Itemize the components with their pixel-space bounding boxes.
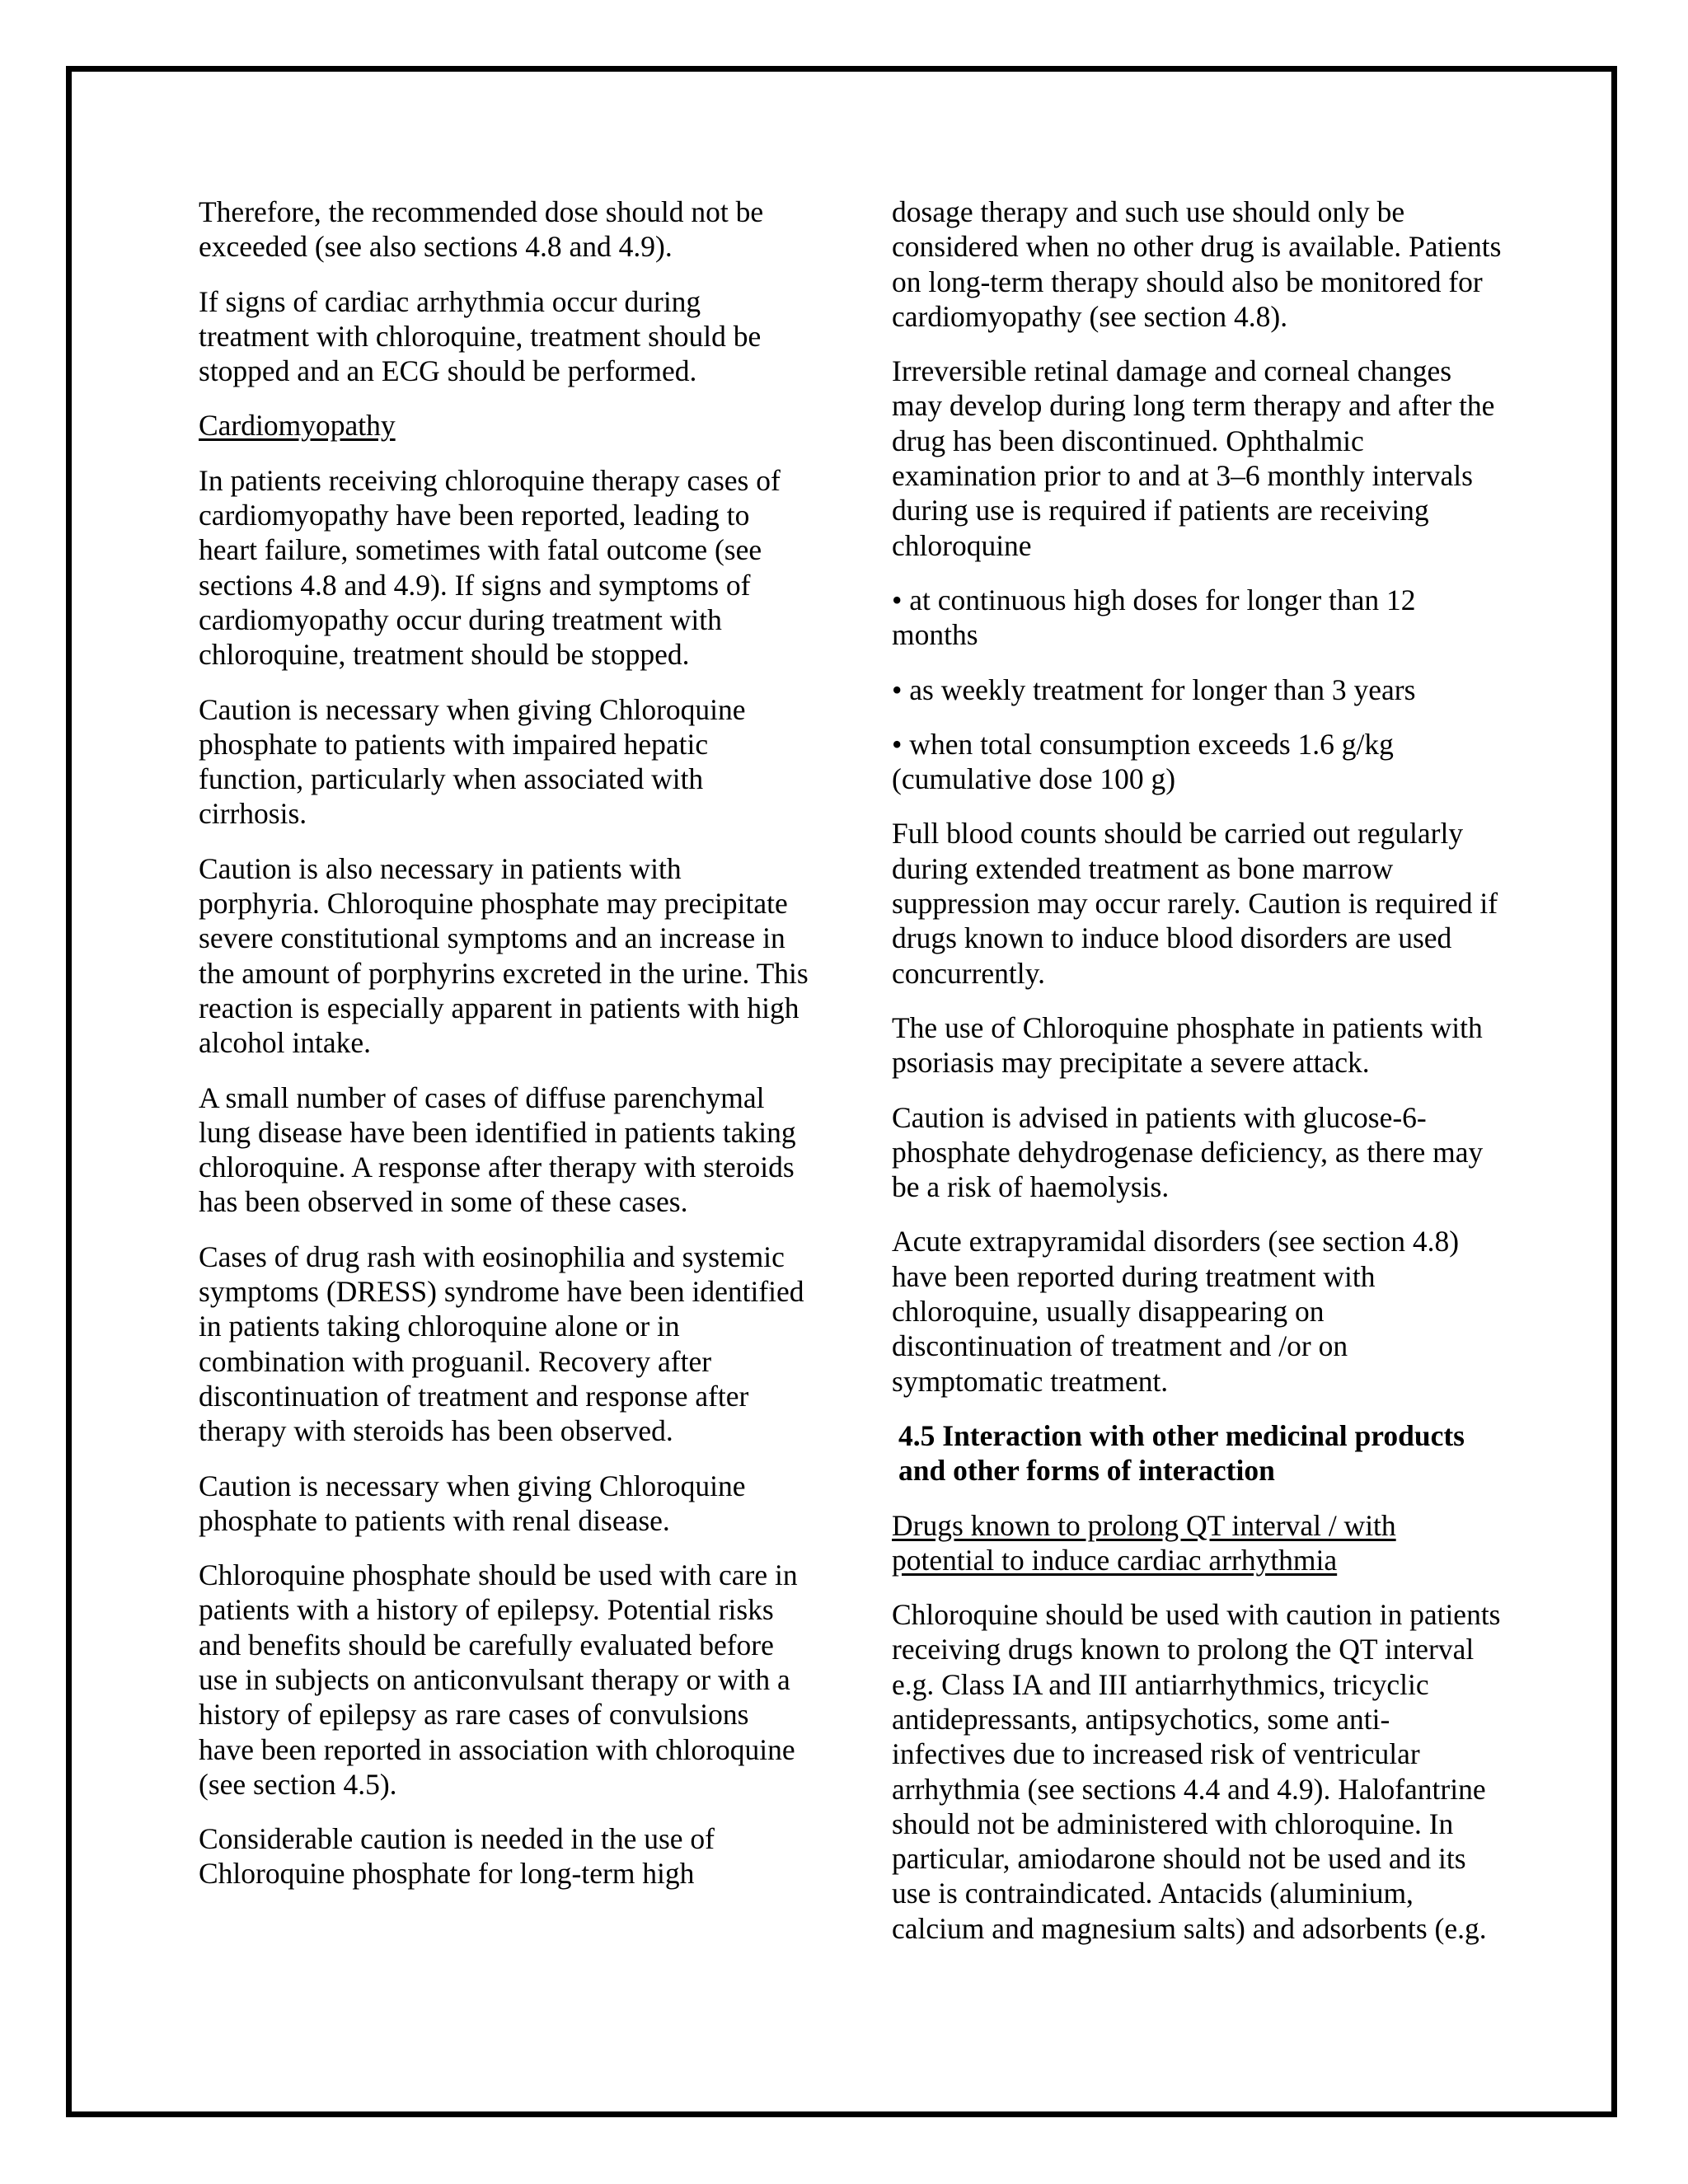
right-column (892, 194, 1502, 1966)
paragraph: Considerable caution is needed in the use of Chloroquine phosphate for long-term high (199, 1822, 715, 1891)
paragraph: In patients receiving chloroquine therapy cases of cardiomyopathy have been reported, leading to heart failure, sometimes with fatal outcome (see sections 4.8 and 4.9). If signs and symptoms of cardiomyopathy occur during treatment with chloroquine, treatment should be stopped. (199, 463, 781, 672)
paragraph: dosage therapy and such use should only be considered when no other drug is available. Patients on long-term therapy should also be monitored for cardiomyopathy (see section 4.8). (892, 195, 1502, 333)
bullet-item: • as weekly treatment for longer than 3 years (892, 673, 1416, 706)
paragraph: Caution is necessary when giving Chloroquine phosphate to patients with renal disease. (199, 1469, 746, 1537)
paragraph: A small number of cases of diffuse parenchymal lung disease have been identified in patients taking chloroquine. A response after therapy with steroids has been observed in some of these cases. (199, 1080, 796, 1219)
bullet-item: • when total consumption exceeds 1.6 g/kg (cumulative dose 100 g) (892, 727, 1394, 796)
paragraph: Full blood counts should be carried out regularly during extended treatment as bone marrow suppression may occur rarely. Caution is required if drugs known to induce blood disorders are used concurrently. (892, 817, 1498, 990)
paragraph: Chloroquine should be used with caution in patients receiving drugs known to prolong the QT interval e.g. Class IA and III antiarrhythmics, tricyclic antidepressants, antipsychotics, some anti-infectives due to increased risk of ventricular arrhythmia (see sections 4.4 and 4.9). Halofantrine should not be administered with chloroquine. In particular, amiodarone should not be used and its use is contraindicated. Antacids (aluminium, calcium and magnesium salts) and adsorbents (e.g. (892, 1598, 1501, 1945)
paragraph: Caution is advised in patients with glucose-6-phosphate dehydrogenase deficiency, as there may be a risk of haemolysis. (892, 1100, 1484, 1204)
paragraph: Cases of drug rash with eosinophilia and systemic symptoms (DRESS) syndrome have been identified in patients taking chloroquine alone or in combination with proguanil. Recovery after discontinuation of treatment and response after therapy with steroids has been observed. (199, 1240, 804, 1448)
section-subheading (892, 1508, 1502, 1578)
bullet-item: • at continuous high doses for longer than 12 months (892, 583, 1416, 652)
paragraph: The use of Chloroquine phosphate in patients with psoriasis may precipitate a severe attack. (892, 1010, 1483, 1080)
subheading-text: Drugs known to prolong QT interval / with potential to induce cardiac arrhythmia (892, 1508, 1396, 1577)
paragraph: Irreversible retinal damage and corneal changes may develop during long term therapy and after the drug has been discontinued. Ophthalmic examination prior to and at 3–6 monthly intervals during use is required if patients are receiving chloroquine (892, 354, 1495, 562)
left-column (199, 194, 809, 1911)
paragraph: Caution is also necessary in patients with porphyria. Chloroquine phosphate may precipitate severe constitutional symptoms and an increase in the amount of porphyrins excreted in the urine. This reaction is especially apparent in patients with high alcohol intake. (199, 851, 809, 1060)
paragraph: Therefore, the recommended dose should not be exceeded (see also sections 4.8 and 4.9). (199, 195, 764, 264)
section-heading: 4.5 Interaction with other medicinal products and other forms of interaction (898, 1418, 1465, 1488)
paragraph: Caution is necessary when giving Chloroquine phosphate to patients with impaired hepatic function, particularly when associated with cirrhosis. (199, 692, 746, 831)
paragraph: Chloroquine phosphate should be used with care in patients with a history of epilepsy. Potential risks and benefits should be carefully evaluated before use in subjects on anticonvulsant therapy or with a history of epilepsy as rare cases of convulsions have been reported in association with chloroquine (see section 4.5). (199, 1558, 798, 1801)
section-subheading (199, 408, 809, 443)
subheading-text: Cardiomyopathy (199, 409, 396, 443)
paragraph: If signs of cardiac arrhythmia occur during treatment with chloroquine, treatment should be stopped and an ECG should be performed. (199, 284, 762, 388)
paragraph: Acute extrapyramidal disorders (see section 4.8) have been reported during treatment with chloroquine, usually disappearing on discontinuation of treatment and /or on symptomatic treatment. (892, 1225, 1460, 1398)
